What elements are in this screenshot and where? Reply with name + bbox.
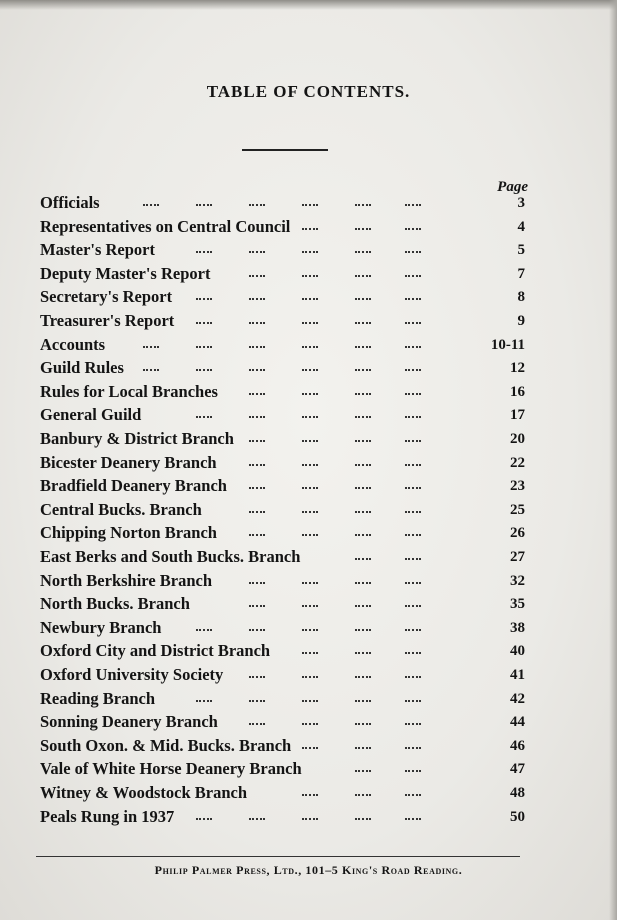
leader-dots bbox=[355, 484, 371, 489]
toc-entry-page: 40 bbox=[510, 643, 525, 660]
footer-divider bbox=[36, 856, 520, 857]
toc-entry-page: 47 bbox=[510, 761, 525, 778]
toc-entry bbox=[0, 311, 617, 333]
toc-entry bbox=[0, 193, 617, 215]
toc-entry bbox=[0, 641, 617, 663]
leader-dots bbox=[355, 697, 371, 702]
leader-dots bbox=[249, 626, 265, 631]
leader-dots bbox=[355, 343, 371, 348]
toc-entry-page: 35 bbox=[510, 596, 525, 613]
leader-dots bbox=[249, 673, 265, 678]
leader-dots bbox=[405, 508, 421, 513]
leader-dots bbox=[196, 697, 212, 702]
leader-dots bbox=[249, 390, 265, 395]
toc-entry-title: North Bucks. Branch bbox=[40, 594, 190, 614]
toc-entry-page: 9 bbox=[517, 313, 525, 329]
leader-dots bbox=[249, 248, 265, 253]
leader-dots bbox=[405, 272, 421, 277]
toc-entry-page: 10-11 bbox=[490, 336, 525, 353]
leader-dots bbox=[302, 673, 318, 678]
leader-dots bbox=[302, 437, 318, 442]
toc-entry bbox=[0, 689, 617, 711]
leader-dots bbox=[405, 673, 421, 678]
leader-dots bbox=[196, 343, 212, 348]
toc-entry bbox=[0, 594, 617, 616]
leader-dots bbox=[302, 295, 318, 300]
leader-dots bbox=[405, 390, 421, 395]
toc-entry bbox=[0, 736, 617, 758]
leader-dots bbox=[405, 531, 421, 536]
toc-entry-page: 8 bbox=[517, 289, 525, 306]
leader-dots bbox=[405, 343, 421, 348]
toc-entry bbox=[0, 217, 617, 239]
toc-entry bbox=[0, 783, 617, 805]
toc-entry-title: Witney & Woodstock Branch bbox=[40, 783, 248, 802]
leader-dots bbox=[355, 626, 371, 631]
toc-entry bbox=[0, 807, 617, 829]
leader-dots bbox=[355, 366, 371, 371]
toc-entry bbox=[0, 500, 617, 522]
toc-entry bbox=[0, 712, 617, 734]
toc-entry-title: Officials bbox=[40, 193, 100, 212]
toc-entry-title: Oxford University Society bbox=[40, 665, 224, 684]
leader-dots bbox=[405, 602, 421, 607]
leader-dots bbox=[196, 413, 212, 418]
leader-dots bbox=[302, 579, 318, 584]
leader-dots bbox=[249, 272, 265, 277]
leader-dots bbox=[405, 791, 421, 796]
toc-entry-title: Bradfield Deanery Branch bbox=[40, 476, 227, 496]
toc-entry-page: 42 bbox=[510, 690, 525, 707]
page-column-header: Page bbox=[497, 179, 528, 195]
leader-dots bbox=[196, 248, 212, 253]
toc-entry-title: Deputy Master's Report bbox=[40, 263, 211, 283]
toc-entry-title: Guild Rules bbox=[40, 358, 124, 378]
leader-dots bbox=[355, 555, 371, 560]
toc-entry bbox=[0, 547, 617, 569]
leader-dots bbox=[143, 366, 159, 371]
leader-dots bbox=[249, 720, 265, 725]
leader-dots bbox=[249, 413, 265, 418]
toc-entry-title: East Berks and South Bucks. Branch bbox=[40, 547, 301, 566]
toc-entry bbox=[0, 240, 617, 262]
leader-dots bbox=[355, 649, 371, 654]
leader-dots bbox=[196, 201, 212, 206]
leader-dots bbox=[355, 413, 371, 418]
leader-dots bbox=[302, 815, 318, 820]
toc-entry-page: 5 bbox=[517, 242, 525, 259]
toc-entry-title: Accounts bbox=[40, 334, 106, 354]
toc-entry-page: 46 bbox=[510, 737, 525, 754]
toc-entry-page: 50 bbox=[510, 808, 525, 825]
leader-dots bbox=[355, 461, 371, 466]
toc-entry-page: 17 bbox=[510, 407, 525, 424]
toc-entry-title: Rules for Local Branches bbox=[40, 381, 218, 401]
toc-entry bbox=[0, 382, 617, 404]
leader-dots bbox=[302, 791, 318, 796]
leader-dots bbox=[302, 508, 318, 513]
leader-dots bbox=[249, 201, 265, 206]
toc-entry-title: Secretary's Report bbox=[40, 287, 173, 307]
leader-dots bbox=[405, 248, 421, 253]
leader-dots bbox=[355, 720, 371, 725]
leader-dots bbox=[302, 697, 318, 702]
leader-dots bbox=[405, 720, 421, 725]
leader-dots bbox=[405, 767, 421, 772]
leader-dots bbox=[302, 390, 318, 395]
leader-dots bbox=[196, 815, 212, 820]
toc-entry-page: 4 bbox=[517, 218, 525, 235]
toc-entry-title: Newbury Branch bbox=[40, 617, 162, 637]
toc-entry bbox=[0, 665, 617, 687]
leader-dots bbox=[249, 461, 265, 466]
leader-dots bbox=[249, 366, 265, 371]
toc-entry bbox=[0, 405, 617, 427]
page-title: TABLE OF CONTENTS. bbox=[206, 82, 411, 101]
toc-entry-title: Bicester Deanery Branch bbox=[40, 452, 217, 472]
leader-dots bbox=[405, 366, 421, 371]
leader-dots bbox=[405, 626, 421, 631]
leader-dots bbox=[196, 319, 212, 324]
leader-dots bbox=[302, 602, 318, 607]
toc-entry-title: Chipping Norton Branch bbox=[40, 523, 217, 543]
toc-entry-title: Central Bucks. Branch bbox=[40, 499, 202, 519]
toc-entry-page: 22 bbox=[510, 454, 525, 471]
toc-entry bbox=[0, 287, 617, 309]
toc-entry-page: 3 bbox=[517, 195, 525, 211]
leader-dots bbox=[355, 815, 371, 820]
leader-dots bbox=[302, 461, 318, 466]
leader-dots bbox=[405, 295, 421, 300]
leader-dots bbox=[196, 366, 212, 371]
leader-dots bbox=[302, 319, 318, 324]
leader-dots bbox=[249, 602, 265, 607]
leader-dots bbox=[355, 225, 371, 230]
leader-dots bbox=[355, 201, 371, 206]
toc-entry-page: 12 bbox=[510, 360, 525, 377]
toc-entry-page: 27 bbox=[510, 549, 525, 565]
toc-entry-title: Master's Report bbox=[40, 240, 156, 260]
leader-dots bbox=[302, 744, 318, 749]
toc-entry-page: 38 bbox=[510, 619, 525, 636]
toc-entry bbox=[0, 618, 617, 640]
leader-dots bbox=[249, 531, 265, 536]
leader-dots bbox=[302, 272, 318, 277]
toc-entry bbox=[0, 358, 617, 380]
leader-dots bbox=[355, 319, 371, 324]
leader-dots bbox=[249, 697, 265, 702]
leader-dots bbox=[302, 413, 318, 418]
leader-dots bbox=[405, 697, 421, 702]
leader-dots bbox=[355, 767, 371, 772]
leader-dots bbox=[405, 413, 421, 418]
leader-dots bbox=[302, 225, 318, 230]
toc-entry-title: Treasurer's Report bbox=[40, 311, 175, 330]
leader-dots bbox=[405, 579, 421, 584]
toc-entry-page: 41 bbox=[510, 667, 525, 683]
toc-entry-page: 23 bbox=[510, 478, 525, 495]
leader-dots bbox=[405, 815, 421, 820]
toc-entry-title: Peals Rung in 1937 bbox=[40, 806, 175, 826]
leader-dots bbox=[405, 437, 421, 442]
leader-dots bbox=[405, 744, 421, 749]
leader-dots bbox=[249, 437, 265, 442]
toc-entry-title: Reading Branch bbox=[40, 688, 156, 708]
printer-imprint: Philip Palmer Press, Ltd., 101–5 King's Road Reading. bbox=[154, 863, 463, 877]
toc-entry bbox=[0, 453, 617, 475]
leader-dots bbox=[249, 343, 265, 348]
toc-entry-title: North Berkshire Branch bbox=[40, 570, 213, 590]
leader-dots bbox=[355, 437, 371, 442]
leader-dots bbox=[405, 319, 421, 324]
toc-entry bbox=[0, 571, 617, 593]
leader-dots bbox=[355, 579, 371, 584]
leader-dots bbox=[249, 319, 265, 324]
leader-dots bbox=[302, 248, 318, 253]
toc-entry-page: 44 bbox=[510, 714, 525, 731]
toc-entry-page: 25 bbox=[510, 501, 525, 518]
toc-entry-title: South Oxon. & Mid. Bucks. Branch bbox=[40, 735, 292, 755]
leader-dots bbox=[355, 744, 371, 749]
leader-dots bbox=[405, 201, 421, 206]
toc-entry bbox=[0, 523, 617, 545]
toc-entry bbox=[0, 335, 617, 357]
leader-dots bbox=[302, 366, 318, 371]
leader-dots bbox=[355, 390, 371, 395]
leader-dots bbox=[249, 295, 265, 300]
leader-dots bbox=[302, 531, 318, 536]
toc-entry bbox=[0, 264, 617, 286]
leader-dots bbox=[355, 791, 371, 796]
leader-dots bbox=[302, 649, 318, 654]
leader-dots bbox=[355, 508, 371, 513]
leader-dots bbox=[143, 201, 159, 206]
toc-entry-title: Sonning Deanery Branch bbox=[40, 712, 218, 732]
leader-dots bbox=[355, 272, 371, 277]
toc-entry-page: 48 bbox=[510, 785, 525, 801]
leader-dots bbox=[355, 295, 371, 300]
leader-dots bbox=[405, 461, 421, 466]
leader-dots bbox=[302, 343, 318, 348]
leader-dots bbox=[302, 626, 318, 631]
toc-entry bbox=[0, 759, 617, 781]
toc-entry-title: Representatives on Central Council bbox=[40, 216, 291, 236]
leader-dots bbox=[355, 602, 371, 607]
leader-dots bbox=[249, 484, 265, 489]
leader-dots bbox=[405, 484, 421, 489]
toc-entry-title: General Guild bbox=[40, 405, 142, 425]
toc-entry bbox=[0, 429, 617, 451]
toc-entry-page: 32 bbox=[510, 572, 525, 589]
leader-dots bbox=[249, 579, 265, 584]
leader-dots bbox=[405, 225, 421, 230]
leader-dots bbox=[302, 720, 318, 725]
leader-dots bbox=[405, 555, 421, 560]
leader-dots bbox=[196, 626, 212, 631]
leader-dots bbox=[355, 248, 371, 253]
leader-dots bbox=[249, 508, 265, 513]
leader-dots bbox=[405, 649, 421, 654]
toc-entry-page: 16 bbox=[510, 383, 525, 400]
toc-entry-page: 20 bbox=[510, 431, 525, 447]
toc-entry-page: 26 bbox=[510, 525, 525, 542]
leader-dots bbox=[302, 484, 318, 489]
leader-dots bbox=[249, 815, 265, 820]
leader-dots bbox=[143, 343, 159, 348]
toc-entry-title: Vale of White Horse Deanery Branch bbox=[40, 759, 302, 779]
toc-entry bbox=[0, 476, 617, 498]
leader-dots bbox=[355, 673, 371, 678]
toc-entry-title: Oxford City and District Branch bbox=[40, 641, 271, 661]
leader-dots bbox=[302, 201, 318, 206]
toc-entry-title: Banbury & District Branch bbox=[40, 429, 234, 448]
toc-entry-page: 7 bbox=[517, 265, 525, 282]
leader-dots bbox=[355, 531, 371, 536]
leader-dots bbox=[196, 295, 212, 300]
